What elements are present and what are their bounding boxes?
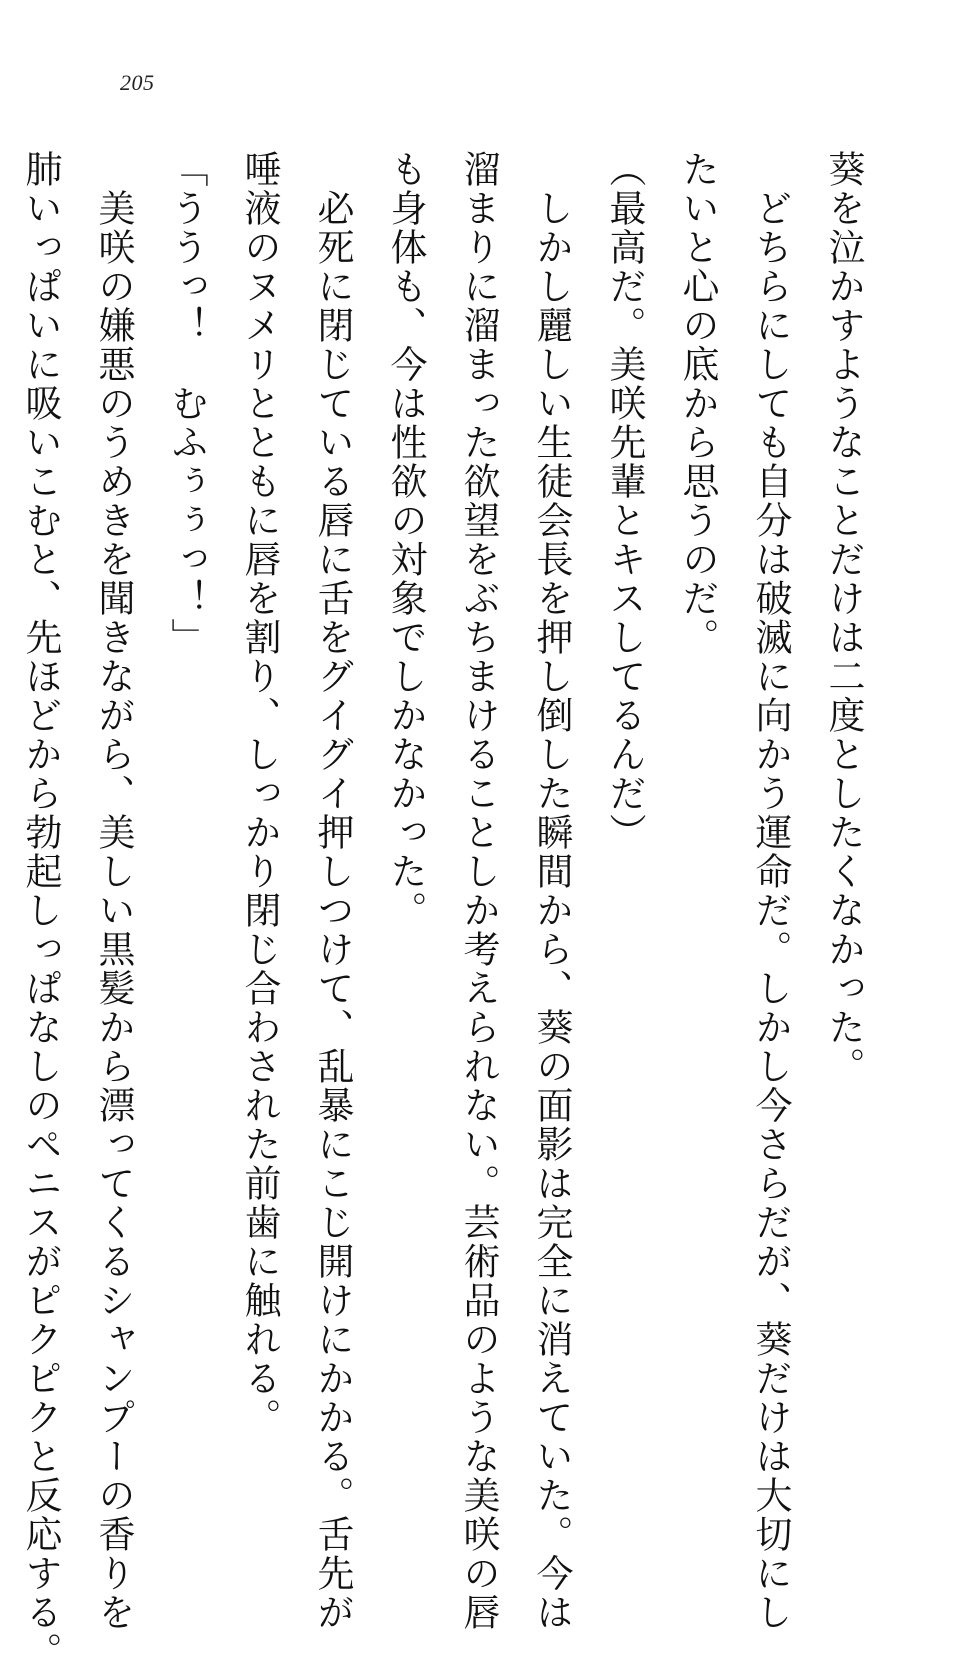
text-line-1: 葵を泣かすようなことだけは二度としたくなかった。 xyxy=(822,150,865,1086)
text-line-4: （最高だ。美咲先輩とキスしてるんだ） xyxy=(603,150,646,852)
text-line-8: 必死に閉じている唇に舌をグイグイ押しつけて、乱暴にこじ開けにかかる。舌先が xyxy=(311,150,354,1632)
text-line-5: しかし麗しい生徒会長を押し倒した瞬間から、葵の面影は完全に消えていた。今は xyxy=(530,150,573,1632)
text-line-10: 「ううっ！ むふぅぅっ！」 xyxy=(165,150,208,657)
page-number: 205 xyxy=(120,70,155,95)
text-line-3: たいと心の底から思うのだ。 xyxy=(676,150,719,657)
text-line-11: 美咲の嫌悪のうめきを聞きながら、美しい黒髪から漂ってくるシャンプーの香りを xyxy=(92,150,135,1632)
text-line-13 xyxy=(0,150,4,1320)
text-line-12: 肺いっぱいに吸いこむと、先ほどから勃起しっぱなしのペニスがピクピクと反応する。 xyxy=(19,150,62,1671)
text-line-6: 溜まりに溜まった欲望をぶちまけることしか考えられない。芸術品のような美咲の唇 xyxy=(457,150,500,1632)
text-line-2: どちらにしても自分は破滅に向かう運命だ。しかし今さらだが、葵だけは大切にし xyxy=(749,150,792,1632)
vertical-text-body xyxy=(19,150,880,1671)
text-line-9: 唾液のヌメリとともに唇を割り、しっかり閉じ合わされた前歯に触れる。 xyxy=(238,150,281,1437)
text-line-7: も身体も、今は性欲の対象でしかなかった。 xyxy=(384,150,427,930)
